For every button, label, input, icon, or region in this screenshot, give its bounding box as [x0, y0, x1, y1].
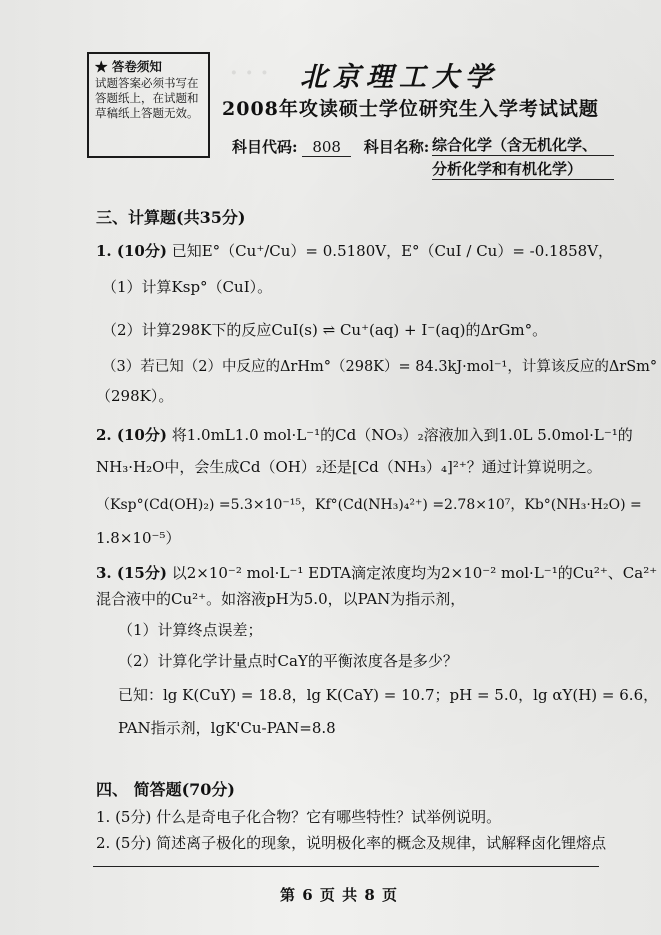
notice-body: 试题答案必须书写在答题纸上，在试题和草稿纸上答题无效。 [95, 76, 199, 120]
code-label: 科目代码: [232, 138, 298, 156]
q1-stem: 已知E°（Cu⁺/Cu）= 0.5180V，E°（CuI / Cu）= -0.1858V， [171, 242, 614, 260]
s4-q2: 2. (5分) 简述离子极化的现象，说明极化率的概念及规律，试解释卤化锂熔点 [96, 834, 607, 852]
exam-title: 2008年攻读硕士学位研究生入学考试试题 [222, 98, 599, 120]
subject-name-line2: 分析化学和有机化学） [432, 158, 614, 180]
q3-given: 已知：lg K(CuY) = 18.8，lg K(CaY) = 10.7；pH = 5.0，lg αY(H) = 6.6， [118, 686, 659, 704]
q1-part1: （1）计算Ksp°（CuI）。 [102, 278, 273, 296]
q2-constants-cont: 1.8×10⁻⁵） [96, 529, 181, 547]
q3-part1: （1）计算终点误差； [118, 621, 263, 639]
q3-part2: （2）计算化学计量点时CaY的平衡浓度各是多少？ [118, 652, 458, 670]
q3-text1: 以2×10⁻² mol·L⁻¹ EDTA滴定浓度均为2×10⁻² mol·L⁻¹的Cu²⁺、Ca²⁺ [171, 564, 658, 582]
bleed-through-mark: · · · [230, 60, 269, 86]
subject-label: 科目名称: [363, 138, 430, 156]
q2-constants: （Ksp°(Cd(OH)₂) =5.3×10⁻¹⁵，Kf°(Cd(NH₃)₄²⁺) =2.78×10⁷，Kb°(NH₃·H₂O) = [96, 497, 642, 513]
q1-score: 1. (10分) [96, 242, 167, 260]
q2-score: 2. (10分) [96, 426, 167, 444]
subject-name-line1: 综合化学（含无机化学、 [432, 134, 614, 156]
q3-pan: PAN指示剂，lgK'Cu-PAN=8.8 [118, 719, 336, 737]
q1-part2: （2）计算298K下的反应CuI(s) ⇌ Cu⁺(aq) + I⁻(aq)的ΔrGm°。 [102, 321, 548, 339]
footer-divider [93, 866, 599, 867]
subject-code-row [232, 136, 429, 157]
notice-heading: ★ 答卷须知 [95, 59, 162, 74]
q2-line2: NH₃·H₂O中，会生成Cd（OH）₂还是[Cd（NH₃）₄]²⁺？通过计算说明之。 [96, 458, 602, 476]
code-value: 808 [302, 138, 351, 157]
q1-line [96, 240, 613, 261]
q1-part3: （3）若已知（2）中反应的ΔrHm°（298K）= 84.3kJ·mol⁻¹，计算该反应的ΔrSm° [102, 359, 658, 375]
page-number: 第 6 页 共 8 页 [280, 886, 398, 904]
q1-part3-cont: （298K）。 [96, 387, 174, 405]
q2-text1: 将1.0mL1.0 mol·L⁻¹的Cd（NO₃）₂溶液加入到1.0L 5.0mol·L⁻¹的 [171, 426, 633, 444]
answer-notice-box [87, 52, 210, 158]
section3-title: 三、计算题(共35分) [96, 208, 246, 227]
q3-line1 [96, 562, 657, 583]
s4-q1: 1. (5分) 什么是奇电子化合物？它有哪些特性？试举例说明。 [96, 808, 502, 826]
q2-line1 [96, 424, 633, 445]
q3-line2: 混合液中的Cu²⁺。如溶液pH为5.0，以PAN为指示剂， [96, 590, 466, 608]
q3-score: 3. (15分) [96, 564, 167, 582]
university-name: 北京理工大学 [300, 62, 498, 93]
section4-title: 四、 简答题(70分) [96, 780, 235, 799]
